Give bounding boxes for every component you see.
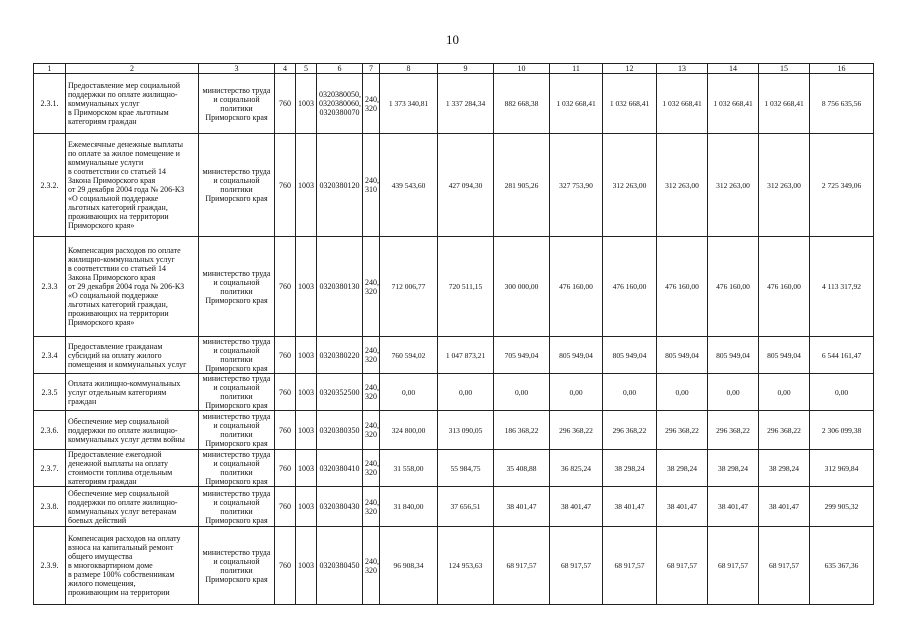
amount-col-13: 1 032 668,41 <box>657 74 708 134</box>
amount-col-13: 38 401,47 <box>657 487 708 527</box>
code-4: 760 <box>275 487 296 527</box>
amount-col-8: 324 800,00 <box>380 411 438 450</box>
amount-col-8: 1 373 340,81 <box>380 74 438 134</box>
amount-total: 6 544 161,47 <box>810 337 874 374</box>
target-code: 0320380050, 0320380060, 0320380070 <box>317 74 363 134</box>
amount-col-14: 805 949,04 <box>708 337 759 374</box>
amount-total: 299 905,32 <box>810 487 874 527</box>
code-5: 1003 <box>296 527 317 605</box>
amount-col-12: 38 298,24 <box>603 450 657 487</box>
column-number-8: 8 <box>380 64 438 74</box>
code-4: 760 <box>275 74 296 134</box>
expense-type: 240, 320 <box>363 487 380 527</box>
row-id: 2.3.6. <box>34 411 66 450</box>
expense-type: 240, 320 <box>363 337 380 374</box>
ministry-name: министерство труда и социальной политики Приморского края <box>199 527 275 605</box>
row-id: 2.3.5 <box>34 374 66 411</box>
amount-col-8: 760 594,02 <box>380 337 438 374</box>
expense-type: 240, 320 <box>363 527 380 605</box>
code-4: 760 <box>275 337 296 374</box>
row-id: 2.3.4 <box>34 337 66 374</box>
ministry-name: министерство труда и социальной политики Приморского края <box>199 134 275 237</box>
program-name: Компенсация расходов по оплате жилищно-коммунальных услуг в соответствии со статьей 14 Закона Приморского края от 29 декабря 2004 года № 206-КЗ «О социальной поддержке льготных категорий граждан, проживающих на территории Приморского края» <box>66 237 199 337</box>
row-id: 2.3.1. <box>34 74 66 134</box>
ministry-name: министерство труда и социальной политики Приморского края <box>199 450 275 487</box>
amount-col-12: 68 917,57 <box>603 527 657 605</box>
table-row <box>34 237 874 337</box>
amount-col-10: 35 408,88 <box>494 450 550 487</box>
ministry-name: министерство труда и социальной политики Приморского края <box>199 237 275 337</box>
table-row <box>34 487 874 527</box>
amount-col-12: 805 949,04 <box>603 337 657 374</box>
amount-col-14: 0,00 <box>708 374 759 411</box>
ministry-name: министерство труда и социальной политики Приморского края <box>199 337 275 374</box>
column-number-12: 12 <box>603 64 657 74</box>
column-number-14: 14 <box>708 64 759 74</box>
amount-col-15: 476 160,00 <box>759 237 810 337</box>
amount-col-9: 55 984,75 <box>438 450 494 487</box>
code-5: 1003 <box>296 411 317 450</box>
amount-col-9: 720 511,15 <box>438 237 494 337</box>
row-id: 2.3.8. <box>34 487 66 527</box>
amount-col-10: 68 917,57 <box>494 527 550 605</box>
expense-type: 240, 320 <box>363 237 380 337</box>
table-row <box>34 374 874 411</box>
target-code: 0320380450 <box>317 527 363 605</box>
table-row <box>34 337 874 374</box>
column-number-16: 16 <box>810 64 874 74</box>
target-code: 0320380130 <box>317 237 363 337</box>
amount-col-11: 1 032 668,41 <box>550 74 603 134</box>
ministry-name: министерство труда и социальной политики Приморского края <box>199 411 275 450</box>
amount-total: 312 969,84 <box>810 450 874 487</box>
amount-col-13: 68 917,57 <box>657 527 708 605</box>
amount-col-9: 124 953,63 <box>438 527 494 605</box>
amount-col-8: 96 908,34 <box>380 527 438 605</box>
column-number-7: 7 <box>363 64 380 74</box>
amount-col-9: 1 337 284,34 <box>438 74 494 134</box>
amount-col-14: 296 368,22 <box>708 411 759 450</box>
amount-col-9: 313 090,05 <box>438 411 494 450</box>
code-5: 1003 <box>296 374 317 411</box>
amount-col-11: 38 401,47 <box>550 487 603 527</box>
amount-col-12: 312 263,00 <box>603 134 657 237</box>
code-4: 760 <box>275 237 296 337</box>
amount-col-11: 327 753,90 <box>550 134 603 237</box>
column-number-6: 6 <box>317 64 363 74</box>
budget-table <box>33 63 874 605</box>
amount-total: 8 756 635,56 <box>810 74 874 134</box>
amount-total: 635 367,36 <box>810 527 874 605</box>
amount-col-15: 0,00 <box>759 374 810 411</box>
amount-col-12: 296 368,22 <box>603 411 657 450</box>
amount-total: 4 113 317,92 <box>810 237 874 337</box>
amount-col-13: 805 949,04 <box>657 337 708 374</box>
amount-col-11: 68 917,57 <box>550 527 603 605</box>
program-name: Предоставление ежегодной денежной выплаты на оплату стоимости топлива отдельным категориям граждан <box>66 450 199 487</box>
amount-col-12: 0,00 <box>603 374 657 411</box>
amount-col-10: 281 905,26 <box>494 134 550 237</box>
amount-col-8: 31 840,00 <box>380 487 438 527</box>
amount-col-13: 38 298,24 <box>657 450 708 487</box>
amount-col-9: 0,00 <box>438 374 494 411</box>
amount-col-14: 68 917,57 <box>708 527 759 605</box>
expense-type: 240, 320 <box>363 450 380 487</box>
amount-col-10: 882 668,38 <box>494 74 550 134</box>
amount-col-8: 0,00 <box>380 374 438 411</box>
program-name: Оплата жилищно-коммунальных услуг отдельным категориям граждан <box>66 374 199 411</box>
amount-col-15: 38 401,47 <box>759 487 810 527</box>
program-name: Обеспечение мер социальной поддержки по оплате жилищно- коммунальных услуг ветеранам боевых действий <box>66 487 199 527</box>
row-id: 2.3.2. <box>34 134 66 237</box>
amount-col-13: 296 368,22 <box>657 411 708 450</box>
program-name: Ежемесячные денежные выплаты по оплате за жилое помещение и коммунальные услуги в соответствии со статьей 14 Закона Приморского края от 29 декабря 2004 года № 206-КЗ «О социальной поддержке льготных категорий граждан, проживающих на территории Приморского края» <box>66 134 199 237</box>
amount-col-10: 300 000,00 <box>494 237 550 337</box>
target-code: 0320380350 <box>317 411 363 450</box>
target-code: 0320380430 <box>317 487 363 527</box>
amount-col-15: 1 032 668,41 <box>759 74 810 134</box>
amount-col-8: 712 006,77 <box>380 237 438 337</box>
code-4: 760 <box>275 450 296 487</box>
column-number-10: 10 <box>494 64 550 74</box>
amount-col-8: 31 558,00 <box>380 450 438 487</box>
amount-col-12: 476 160,00 <box>603 237 657 337</box>
amount-col-10: 186 368,22 <box>494 411 550 450</box>
amount-col-8: 439 543,60 <box>380 134 438 237</box>
code-4: 760 <box>275 374 296 411</box>
ministry-name: министерство труда и социальной политики Приморского края <box>199 374 275 411</box>
table-row <box>34 134 874 237</box>
amount-col-13: 0,00 <box>657 374 708 411</box>
amount-col-15: 312 263,00 <box>759 134 810 237</box>
target-code: 0320380220 <box>317 337 363 374</box>
amount-col-12: 38 401,47 <box>603 487 657 527</box>
amount-col-11: 36 825,24 <box>550 450 603 487</box>
table-row <box>34 450 874 487</box>
code-5: 1003 <box>296 450 317 487</box>
column-number-5: 5 <box>296 64 317 74</box>
amount-col-14: 312 263,00 <box>708 134 759 237</box>
column-number-9: 9 <box>438 64 494 74</box>
target-code: 0320352500 <box>317 374 363 411</box>
code-4: 760 <box>275 527 296 605</box>
code-4: 760 <box>275 411 296 450</box>
amount-total: 0,00 <box>810 374 874 411</box>
program-name: Предоставление гражданам субсидий на оплату жилого помещения и коммунальных услуг <box>66 337 199 374</box>
code-5: 1003 <box>296 237 317 337</box>
column-number-11: 11 <box>550 64 603 74</box>
table-row <box>34 411 874 450</box>
row-id: 2.3.3 <box>34 237 66 337</box>
table-row <box>34 527 874 605</box>
amount-col-14: 1 032 668,41 <box>708 74 759 134</box>
amount-col-11: 476 160,00 <box>550 237 603 337</box>
amount-col-12: 1 032 668,41 <box>603 74 657 134</box>
expense-type: 240, 320 <box>363 374 380 411</box>
target-code: 0320380120 <box>317 134 363 237</box>
amount-col-15: 68 917,57 <box>759 527 810 605</box>
column-number-1: 1 <box>34 64 66 74</box>
code-5: 1003 <box>296 74 317 134</box>
amount-col-9: 1 047 873,21 <box>438 337 494 374</box>
code-5: 1003 <box>296 134 317 237</box>
amount-col-11: 296 368,22 <box>550 411 603 450</box>
column-number-2: 2 <box>66 64 199 74</box>
expense-type: 240, 320 <box>363 411 380 450</box>
column-number-3: 3 <box>199 64 275 74</box>
amount-col-14: 38 298,24 <box>708 450 759 487</box>
program-name: Обеспечение мер социальной поддержки по оплате жилищно- коммунальных услуг детям войны <box>66 411 199 450</box>
amount-col-10: 0,00 <box>494 374 550 411</box>
page-number: 10 <box>446 32 459 47</box>
code-5: 1003 <box>296 337 317 374</box>
code-4: 760 <box>275 134 296 237</box>
column-number-4: 4 <box>275 64 296 74</box>
amount-col-10: 705 949,04 <box>494 337 550 374</box>
column-number-15: 15 <box>759 64 810 74</box>
amount-total: 2 306 099,38 <box>810 411 874 450</box>
expense-type: 240, 310 <box>363 134 380 237</box>
ministry-name: министерство труда и социальной политики Приморского края <box>199 74 275 134</box>
header-row <box>34 64 874 74</box>
amount-col-14: 476 160,00 <box>708 237 759 337</box>
ministry-name: министерство труда и социальной политики Приморского края <box>199 487 275 527</box>
target-code: 0320380410 <box>317 450 363 487</box>
column-number-13: 13 <box>657 64 708 74</box>
amount-col-11: 805 949,04 <box>550 337 603 374</box>
amount-total: 2 725 349,06 <box>810 134 874 237</box>
expense-type: 240, 320 <box>363 74 380 134</box>
row-id: 2.3.9. <box>34 527 66 605</box>
amount-col-9: 37 656,51 <box>438 487 494 527</box>
row-id: 2.3.7. <box>34 450 66 487</box>
amount-col-13: 476 160,00 <box>657 237 708 337</box>
program-name: Предоставление мер социальной поддержки по оплате жилищно- коммунальных услуг в Приморском крае льготным категориям граждан <box>66 74 199 134</box>
amount-col-15: 38 298,24 <box>759 450 810 487</box>
amount-col-13: 312 263,00 <box>657 134 708 237</box>
amount-col-15: 296 368,22 <box>759 411 810 450</box>
table-row <box>34 74 874 134</box>
amount-col-9: 427 094,30 <box>438 134 494 237</box>
code-5: 1003 <box>296 487 317 527</box>
amount-col-11: 0,00 <box>550 374 603 411</box>
amount-col-14: 38 401,47 <box>708 487 759 527</box>
amount-col-15: 805 949,04 <box>759 337 810 374</box>
amount-col-10: 38 401,47 <box>494 487 550 527</box>
program-name: Компенсация расходов на оплату взноса на капитальный ремонт общего имущества в многоквартирном доме в размере 100% собственникам жилого помещения, проживающим на территории <box>66 527 199 605</box>
